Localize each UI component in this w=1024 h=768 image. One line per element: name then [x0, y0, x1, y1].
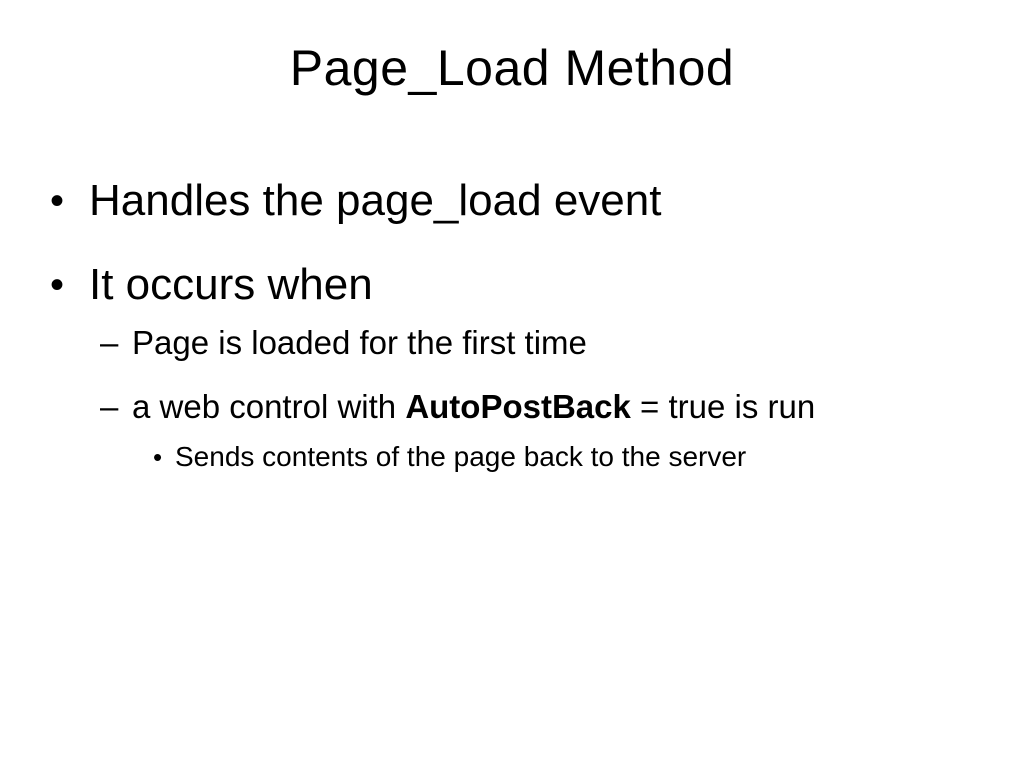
dash-marker: –	[100, 388, 119, 425]
sub-bullet-text-suffix: = true is run	[630, 388, 816, 425]
sub-bullet-item	[100, 322, 990, 364]
autopostback-keyword: AutoPostBack	[405, 388, 631, 425]
bullet-marker: •	[153, 442, 163, 472]
sub-bullet-item	[100, 386, 990, 428]
sub-bullet-text-prefix: a web control with	[132, 388, 406, 425]
bullet-item	[50, 254, 990, 316]
bullet-marker: •	[50, 263, 65, 307]
sub-bullet-text: Page is loaded for the first time	[132, 324, 587, 361]
bullet-text: Handles the page_load event	[89, 176, 662, 225]
dash-marker: –	[100, 324, 119, 361]
slide-body	[50, 170, 990, 474]
bullet-item	[50, 170, 990, 232]
slide-title: Page_Load Method	[289, 40, 735, 96]
sub-sub-bullet-text: Sends contents of the page back to the server	[175, 441, 747, 472]
bullet-marker: •	[50, 179, 65, 223]
sub-sub-bullet-item	[153, 440, 990, 474]
bullet-text: It occurs when	[89, 260, 373, 309]
